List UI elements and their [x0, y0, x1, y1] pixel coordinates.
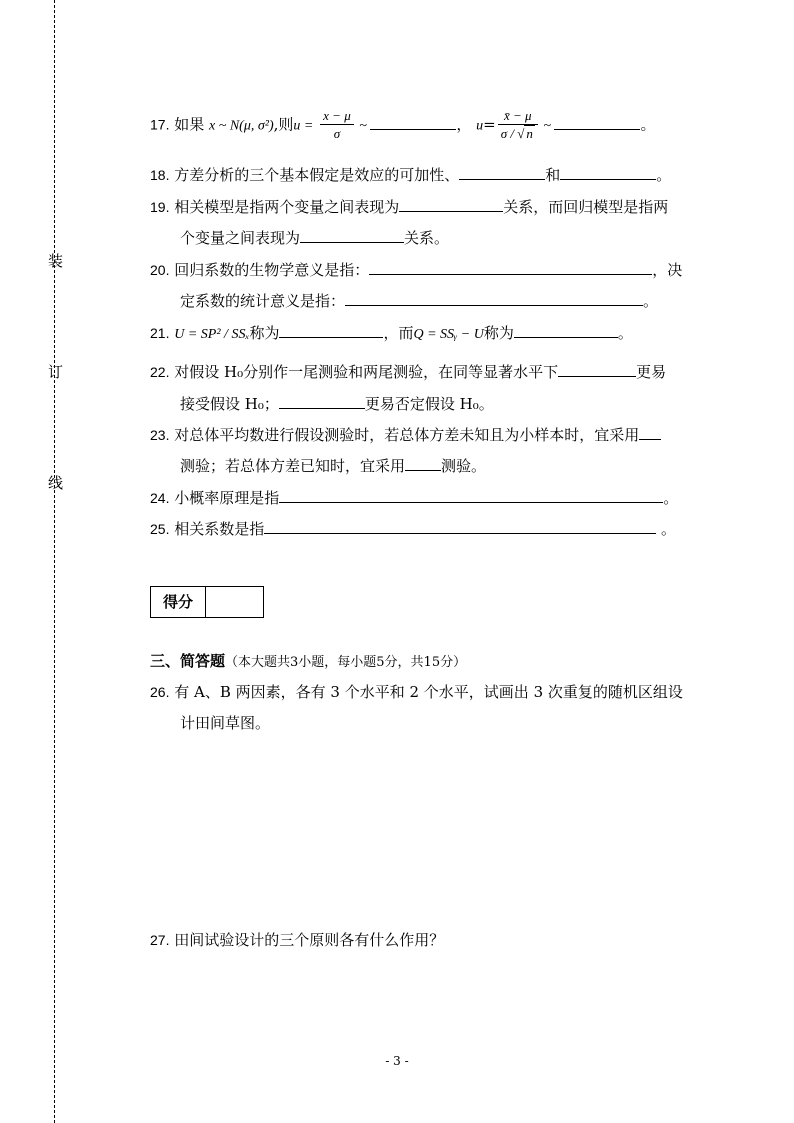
answer-blank[interactable] [405, 456, 441, 471]
answer-blank[interactable] [399, 197, 503, 212]
answer-blank[interactable] [370, 115, 456, 130]
answer-blank[interactable] [514, 323, 618, 338]
score-box [150, 586, 264, 618]
answer-blank[interactable] [345, 291, 643, 306]
answer-blank[interactable] [459, 165, 545, 180]
margin-label-zhuang: 装 [48, 252, 64, 270]
answer-blank[interactable] [369, 260, 652, 275]
section-3-heading: 三、简答题（本大题共3小题，每小题5分，共15分） [150, 652, 467, 670]
score-input-cell[interactable] [206, 587, 263, 617]
fraction-u-mean: $\frac{x̄ - \mu}{\sigma / √ n}$ [498, 108, 538, 143]
margin-label-xian: 线 [48, 474, 64, 492]
answer-blank[interactable] [300, 228, 404, 243]
question-23: 23. 对总体平均数进行假设测验时，若总体方差未知且为小样本时，宜采用 [150, 425, 661, 445]
question-23-cont: 测验；若总体方差已知时，宜采用 测验。 [180, 457, 487, 475]
question-21: 21. U = SP² / SSₓ称为 ，而Q = SSᵧ − U称为 。 [150, 324, 633, 342]
question-26-cont: 计田间草图。 [180, 714, 271, 732]
question-26: 26. 有 A、B 两因素，各有 3 个水平和 2 个水平，试画出 3 次重复的随机区组设 [150, 683, 683, 701]
question-19-cont: 个变量之间表现为 关系。 [180, 229, 450, 247]
binding-dashed-line [54, 0, 55, 1123]
answer-blank[interactable] [279, 323, 383, 338]
question-22-cont: 接受假设 H₀； 更易否定假设 H₀。 [180, 395, 494, 413]
answer-blank[interactable] [560, 165, 656, 180]
score-label: 得分 [151, 587, 206, 617]
answer-blank[interactable] [554, 115, 640, 130]
fraction-u: $\frac{x - \mu}{\sigma}$ [320, 108, 354, 143]
question-20-cont: 定系数的统计意义是指： 。 [180, 292, 659, 310]
question-25: 25. 相关系数是指 。 [150, 520, 677, 538]
answer-blank[interactable] [264, 519, 656, 534]
margin-label-ding: 订 [48, 363, 64, 381]
question-27: 27. 田间试验设计的三个原则各有什么作用？ [150, 931, 445, 949]
question-19: 19. 相关模型是指两个变量之间表现为 关系，而回归模型是指两 [150, 198, 669, 216]
question-20: 20. 回归系数的生物学意义是指： ，决 [150, 261, 683, 279]
answer-blank[interactable] [279, 488, 663, 503]
answer-blank[interactable] [279, 394, 365, 409]
question-22: 22. 对假设 H₀分别作一尾测验和两尾测验，在同等显著水平下 更易 [150, 363, 667, 381]
answer-blank[interactable] [639, 425, 661, 440]
page-number: - 3 - [385, 1054, 409, 1068]
question-18: 18. 方差分析的三个基本假定是效应的可加性、 和 。 [150, 166, 672, 184]
question-17: 17. 如果 x ~ N(μ, σ²),则u = $\frac{x - \mu}{\sigma}$ ~ ， u= $\frac{x̄ - \mu}{\sigma / √ n}$ ~ 。 [150, 108, 656, 141]
answer-blank[interactable] [558, 362, 636, 377]
question-24: 24. 小概率原理是指 。 [150, 489, 679, 507]
